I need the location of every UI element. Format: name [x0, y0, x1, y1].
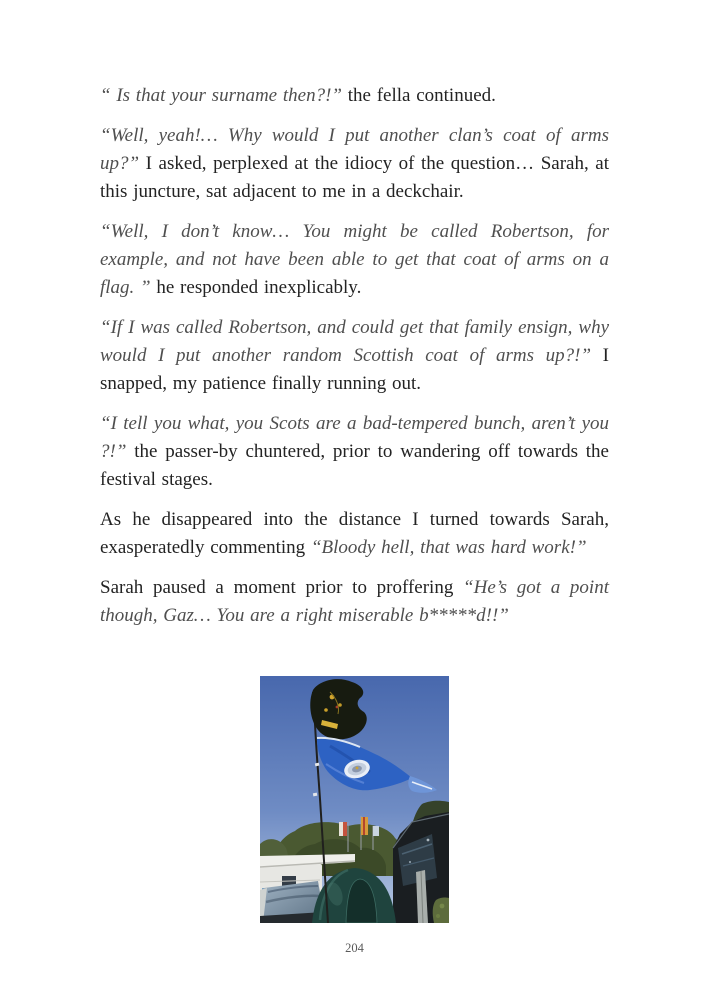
paragraph	[100, 410, 609, 494]
narration-text: the passer-by chuntered, prior to wandering off towards the festival stages.	[100, 441, 609, 490]
narration-text: the fella continued.	[341, 85, 496, 106]
quote-text: “Well, yeah!… Why would I put another clan’s coat of arms up?”	[100, 125, 609, 174]
campsite-photo	[260, 676, 449, 923]
quote-text: “ Is that your surname then?!”	[100, 85, 342, 106]
paragraph	[100, 218, 609, 302]
paragraph	[100, 82, 609, 110]
paragraph	[100, 314, 609, 398]
paragraph	[100, 506, 609, 562]
body-text	[100, 82, 609, 642]
paragraph	[100, 574, 609, 630]
quote-text: “He’s got a point though, Gaz… You are a right miserable b*****d!!”	[100, 577, 609, 626]
black-flag	[310, 679, 366, 739]
narration-text: Sarah paused a moment prior to proffering	[100, 577, 464, 598]
narration-text: he responded inexplicably.	[150, 277, 362, 298]
quote-text: “I tell you what, you Scots are a bad-tempered bunch, aren’t you ?!”	[100, 413, 609, 462]
paragraph	[100, 122, 609, 206]
quote-text: “Well, I don’t know… You might be called Robertson, for example, and not have been able to get that coat of arms on a flag. ”	[100, 221, 609, 298]
quote-text: “Bloody hell, that was hard work!”	[310, 537, 587, 558]
narration-text: I asked, perplexed at the idiocy of the question… Sarah, at this juncture, sat adjacent to me in a deckchair.	[100, 153, 609, 202]
page-number: 204	[345, 941, 364, 955]
narration-text: As he disappeared into the distance I turned towards Sarah, exasperatedly commenting	[100, 509, 609, 558]
campsite-photo-svg	[260, 676, 449, 923]
quote-text: “If I was called Robertson, and could get that family ensign, why would I put another random Scottish coat of arms up?!”	[100, 317, 609, 366]
narration-text: I snapped, my patience finally running out.	[100, 345, 610, 394]
